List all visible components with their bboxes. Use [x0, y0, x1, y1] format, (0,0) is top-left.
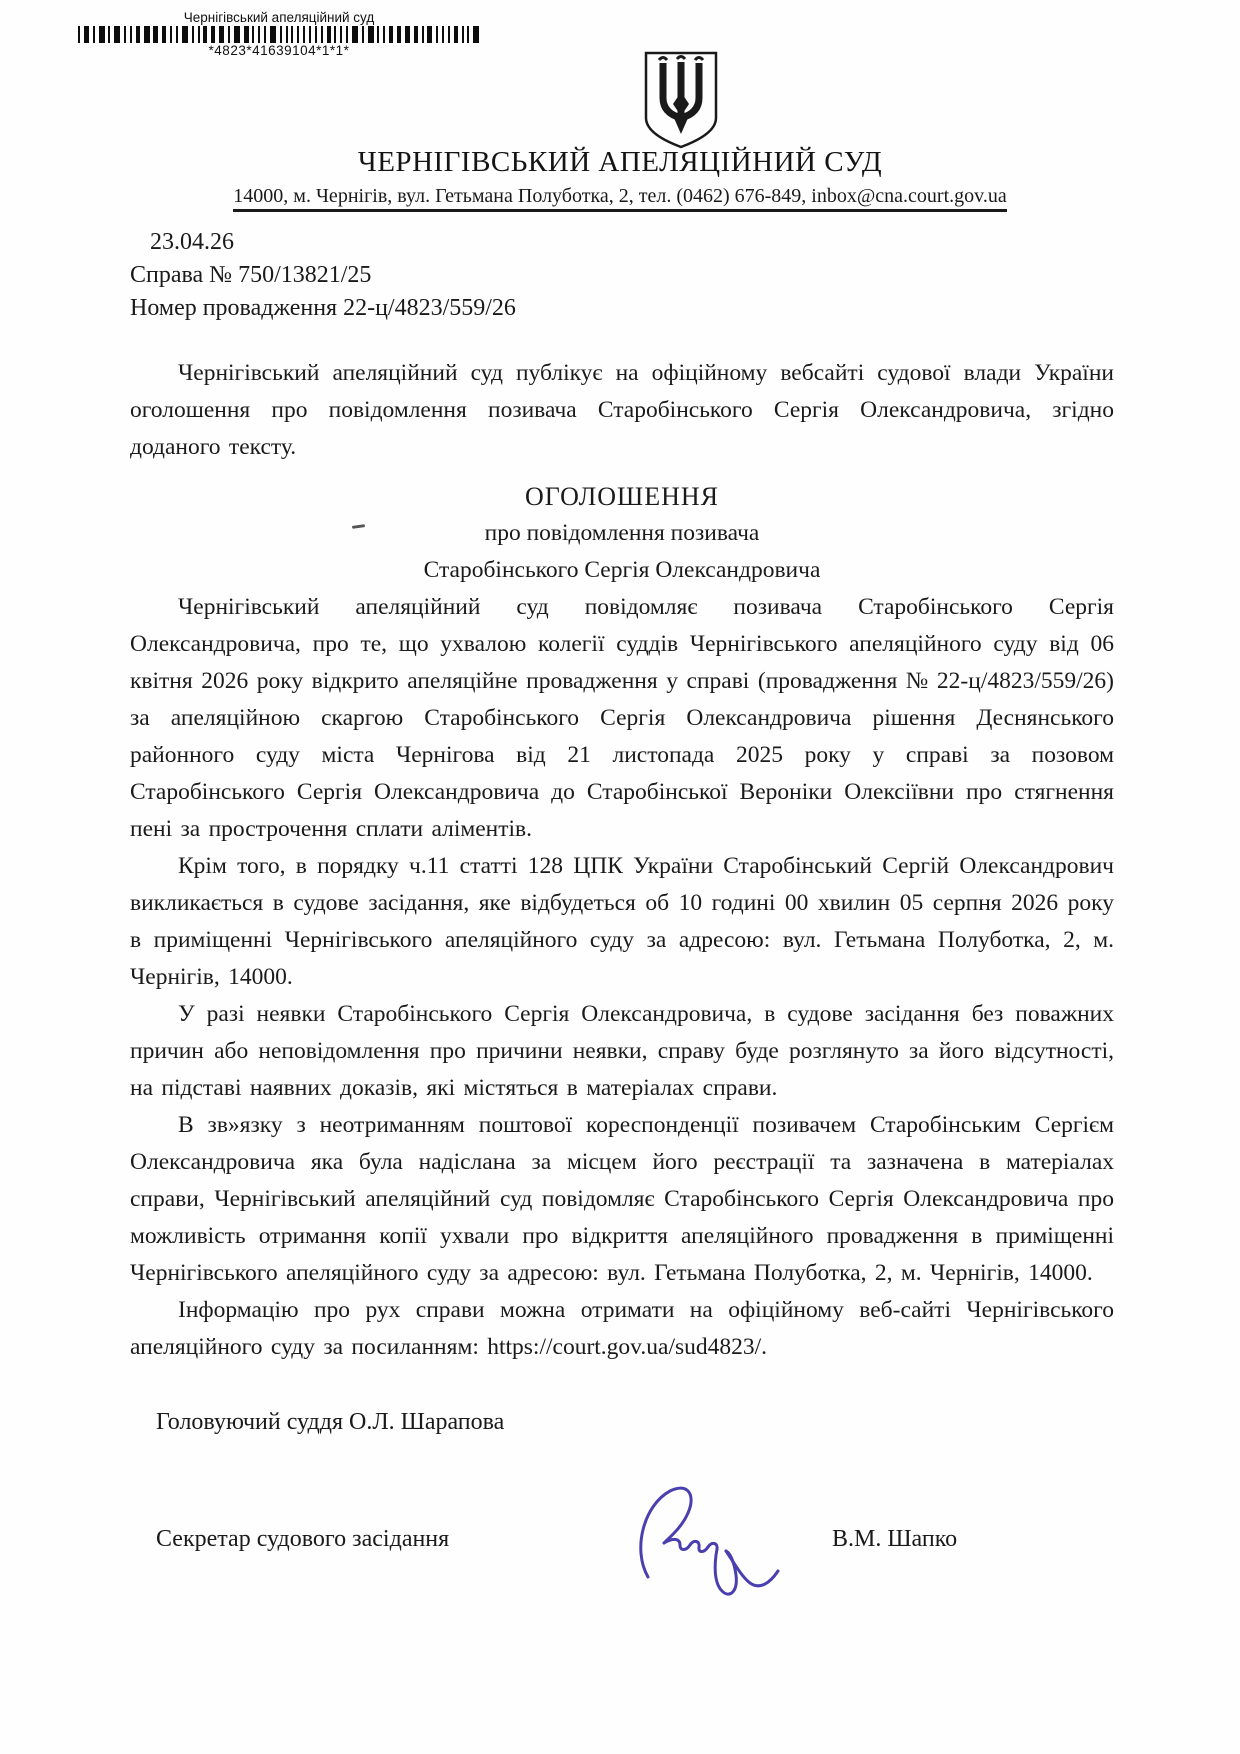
- document-date: 23.04.26: [150, 229, 234, 255]
- secretary-name: В.М. Шапко: [832, 1526, 958, 1552]
- secretary-signature-row: [130, 1499, 1114, 1649]
- barcode-block: [78, 10, 480, 58]
- barcode-code: *4823*41639104*1*1*: [208, 43, 350, 58]
- announcement-subtitle-1: про повідомлення позивача: [484, 520, 760, 546]
- barcode-label: Чернігівський апеляційний суд: [183, 10, 375, 25]
- secretary-label: Секретар судового засідання: [156, 1526, 450, 1552]
- handwritten-signature: [630, 1479, 790, 1631]
- announcement-subtitle-2: Старобінського Сергія Олександровича: [423, 557, 821, 583]
- court-address-line: 14000, м. Чернігів, вул. Гетьмана Полуботка, 2, тел. (0462) 676-849, inbox@cna.court.gov.ua: [233, 185, 1006, 212]
- body-paragraph: У разі неявки Старобінського Сергія Олександровича, в судове засідання без поважних причин або неповідомлення про причини неявки, справу буде розглянуто за його відсутності, на підставі наявних доказів, які містяться в матеріалах справи.: [130, 1001, 1114, 1101]
- proceeding-number: Номер провадження 22-ц/4823/559/26: [130, 295, 516, 321]
- intro-paragraph: Чернігівський апеляційний суд публікує на офіційному вебсайті судової влади України оголошення про повідомлення позивача Старобінського Сергія Олександровича, згідно доданого тексту.: [130, 360, 1114, 460]
- judge-signature-line: Головуючий суддя О.Л. Шарапова: [156, 1409, 505, 1435]
- body-paragraph: Чернігівський апеляційний суд повідомляє позивача Старобінського Сергія Олександровича, про те, що ухвалою колегії суддів Чернігівського апеляційного суду від 06 квітня 2026 року відкрито апеляційне провадження у справі (провадження № 22-ц/4823/559/26) за апеляційною скаргою Старобінського Сергія Олександровича рішення Деснянського районного суду міста Чернігова від 21 листопада 2025 року у справі за позовом Старобінського Сергія Олександровича до Старобінської Вероніки Олексіївни про стягнення пені за прострочення сплати аліментів.: [130, 594, 1114, 842]
- announcement-title: ОГОЛОШЕННЯ: [524, 482, 720, 511]
- coat-of-arms-trident-icon: [640, 50, 722, 150]
- announcement-heading: [130, 478, 1114, 589]
- body-paragraph: Інформацію про рух справи можна отримати на офіційному веб-сайті Чернігівського апеляційного суду за посиланням: https://court.gov.ua/sud4823/.: [130, 1297, 1114, 1360]
- court-name-title: ЧЕРНІГІВСЬКИЙ АПЕЛЯЦІЙНИЙ СУД: [357, 146, 883, 178]
- case-number: Справа № 750/13821/25: [130, 262, 372, 288]
- document-body: [130, 226, 1114, 1649]
- case-info-block: [130, 226, 1114, 325]
- address-row: [0, 185, 1240, 212]
- body-paragraph: Крім того, в порядку ч.11 статті 128 ЦПК України Старобінський Сергій Олександрович викликається в судове засідання, яке відбудеться об 10 годині 00 хвилин 05 серпня 2026 року в приміщенні Чернігівського апеляційного суду за адресою: вул. Гетьмана Полуботка, 2, м. Чернігів, 14000.: [130, 853, 1114, 990]
- body-paragraph: В зв»язку з неотриманням поштової кореспонденції позивачем Старобінським Сергієм Олександровича яка була надіслана за місцем його реєстрації та зазначена в матеріалах справи, Чернігівський апеляційний суд повідомляє Старобінського Сергія Олександровича про можливість отримання копії ухвали про відкриття апеляційного провадження в приміщенні Чернігівського апеляційного суду за адресою: вул. Гетьмана Полуботка, 2, м. Чернігів, 14000.: [130, 1112, 1114, 1286]
- barcode-icon: [78, 26, 480, 43]
